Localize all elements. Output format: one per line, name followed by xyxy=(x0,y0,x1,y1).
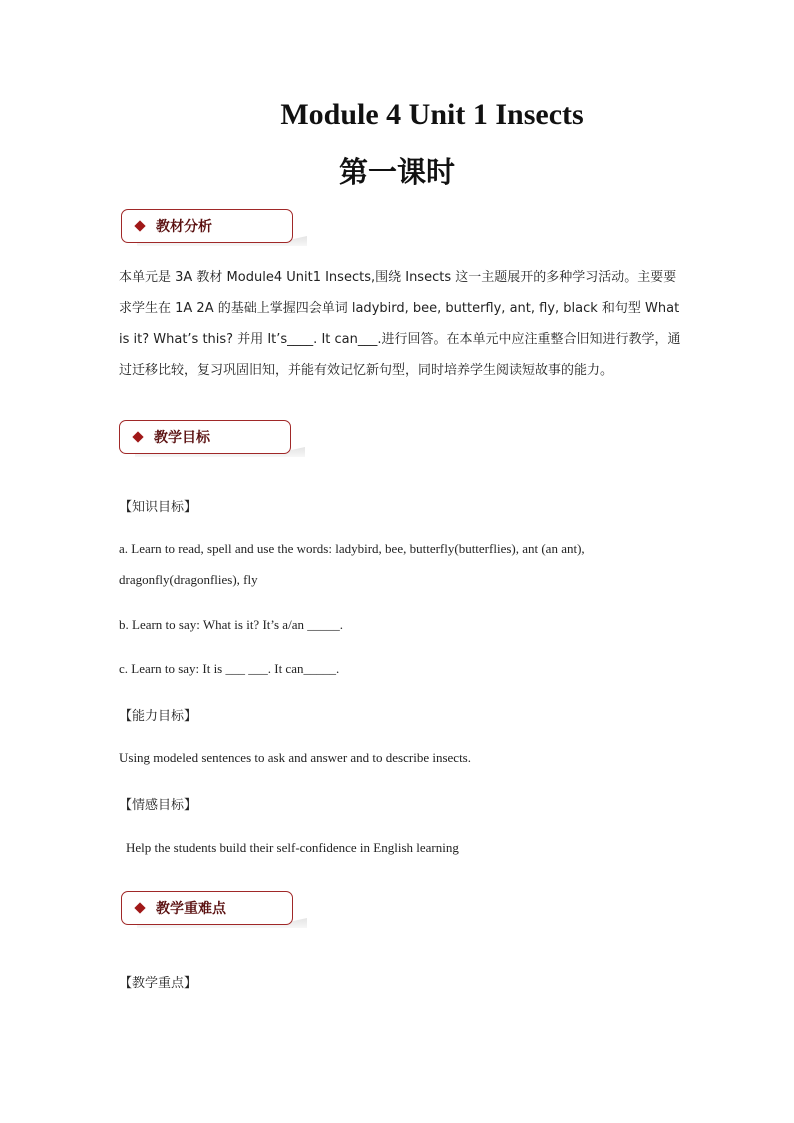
diamond-bullet-icon xyxy=(132,431,143,442)
analysis-paragraph: 本单元是 3A 教材 Module4 Unit1 Insects,围绕 Insects 这一主题展开的多种学习活动。主要要求学生在 1A 2A 的基础上掌握四会单词 ladybird, bee, butterfly, ant, fly, black 和句型 What is it? What’s this? 并用 It’s____. It can___.进行回答。在本单元中应注重整合旧知进行教学，通过迁移比较，复习巩固旧知，并能有效记忆新句型，同时培养学生阅读短故事的能力。 xyxy=(119,270,681,378)
document-title: Module 4 Unit 1 Insects xyxy=(280,98,584,131)
ability-text: Using modeled sentences to ask and answer and to describe insects. xyxy=(119,750,471,765)
knowledge-item-a: a. Learn to read, spell and use the words: ladybird, bee, butterfly(butterflies), ant (an ant), dragonfly(dragonflies), fly xyxy=(119,541,585,587)
knowledge-item-b: b. Learn to say: What is it? It’s a/an _____. xyxy=(119,617,343,632)
knowledge-heading: 【知识目标】 xyxy=(119,500,198,515)
emotion-text: Help the students build their self-confidence in English learning xyxy=(126,840,459,855)
knowledge-item-c: c. Learn to say: It is ___ ___. It can_____. xyxy=(119,661,340,676)
diamond-bullet-icon xyxy=(134,902,145,913)
emotion-heading: 【情感目标】 xyxy=(119,798,198,813)
lesson-subtitle: 第一课时 xyxy=(338,155,455,189)
section-label: 教材分析 xyxy=(156,219,212,235)
ability-heading: 【能力目标】 xyxy=(119,709,198,724)
section-label: 教学重难点 xyxy=(156,901,226,917)
diamond-bullet-icon xyxy=(134,220,145,231)
section-label: 教学目标 xyxy=(154,430,210,446)
keypoint-heading: 【教学重点】 xyxy=(119,976,198,991)
